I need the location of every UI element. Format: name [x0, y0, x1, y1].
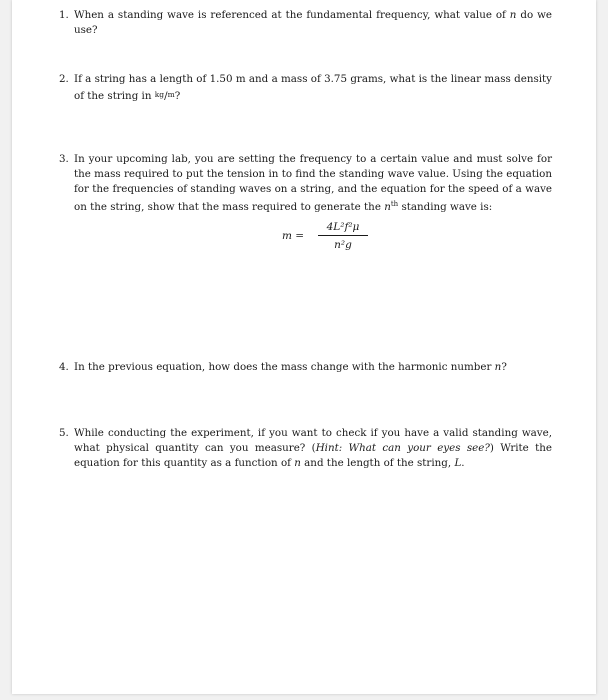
question-number: 5.	[59, 427, 69, 439]
question-text: When a standing wave is referenced at the fundamental frequency, what value of n do we use?	[74, 9, 552, 36]
question-4	[59, 360, 552, 375]
equation-fraction	[318, 220, 368, 252]
question-number: 1.	[59, 9, 69, 21]
question-1	[59, 8, 552, 38]
question-number: 4.	[59, 361, 69, 373]
question-number: 2.	[59, 73, 69, 85]
question-text: In the previous equation, how does the mass change with the harmonic number n?	[74, 361, 507, 373]
variable-n: n	[294, 457, 301, 469]
superscript-th: th	[390, 200, 399, 208]
unit-separator: /	[164, 90, 168, 102]
variable-n: n	[494, 361, 502, 373]
unit-m: m	[167, 90, 175, 99]
equation-numerator: 4L²f²μ	[326, 221, 360, 233]
equation-denominator: n²g	[334, 239, 352, 251]
question-number: 3.	[59, 153, 69, 165]
question-5	[59, 426, 552, 471]
fraction-bar	[318, 235, 368, 236]
variable-n: n	[509, 9, 517, 21]
question-text: In your upcoming lab, you are setting the frequency to a certain value and must solve for the mass required to put the tension in to find the standing wave value. Using the equation for the frequencies of standing waves on a string, and the equation for the speed of a wave on the string, show that the mass required to generate the $n^{th}$ standing wave is:	[74, 153, 552, 213]
document-page	[12, 0, 596, 694]
hint-text: Hint: What can your eyes see?	[315, 442, 490, 454]
question-text: While conducting the experiment, if you want to check if you have a valid standing wave, what physical quantity can you measure? (Hint: What can your eyes see?) Write the equation for this quantity as a function of n and the length of the string, L.	[74, 427, 552, 469]
question-3	[59, 152, 552, 215]
variable-n: n	[384, 201, 391, 213]
equation-lhs: m =	[282, 230, 305, 242]
question-2	[59, 72, 552, 104]
question-text: If a string has a length of 1.50 m and a mass of 3.75 grams, what is the linear mass density of the string in kg/m?	[74, 73, 552, 102]
variable-L: L	[454, 457, 462, 469]
unit-kg: kg	[154, 90, 165, 99]
